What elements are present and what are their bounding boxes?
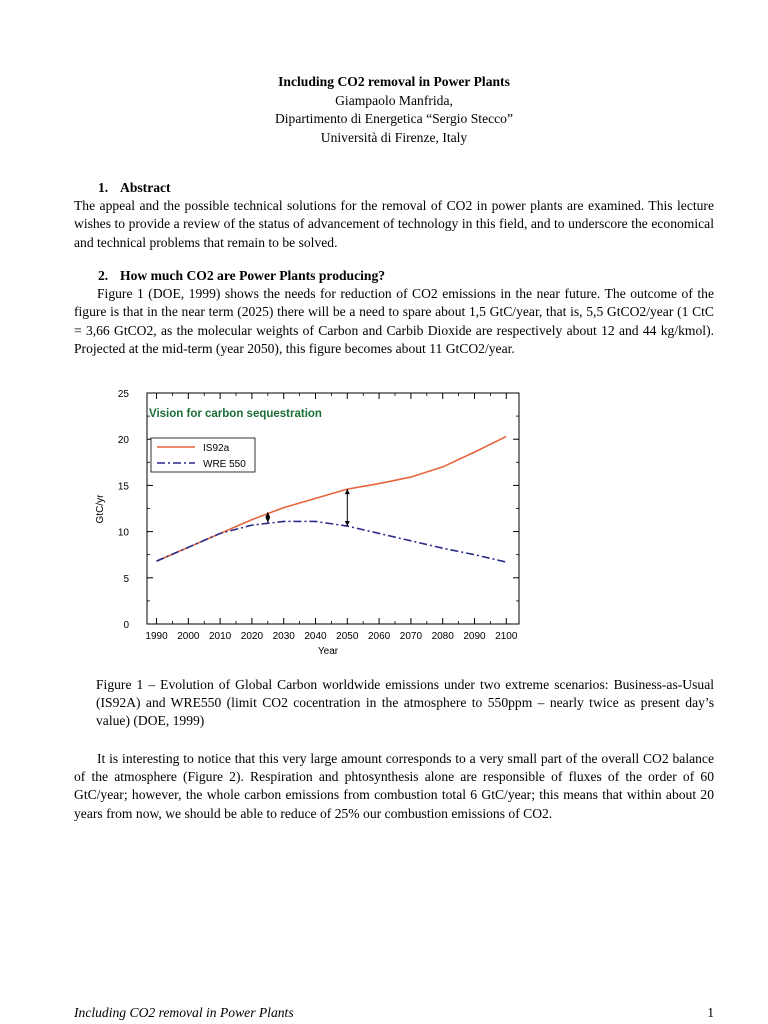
gap-arrow-head-down	[265, 517, 270, 522]
x-tick-label: 2100	[495, 631, 518, 642]
emissions-chart	[93, 386, 533, 661]
y-tick-label: 25	[117, 389, 129, 400]
x-tick-label: 1990	[145, 631, 168, 642]
section-number: 1.	[98, 180, 109, 195]
x-tick-label: 2060	[367, 631, 391, 642]
x-tick-label: 2040	[304, 631, 327, 642]
x-tick-label: 2020	[240, 631, 264, 642]
author-name: Giampaolo Manfrida,	[335, 92, 453, 108]
axis-ticks	[147, 393, 519, 624]
section-power-plants	[74, 267, 714, 358]
section-title: Abstract	[120, 180, 171, 195]
legend-label-wre550: WRE 550	[203, 459, 246, 470]
x-tick-label: 2030	[272, 631, 295, 642]
y-tick-label: 20	[117, 435, 129, 447]
x-tick-label: 2080	[431, 631, 454, 642]
section2-text: Figure 1 (DOE, 1999) shows the needs for reduction of CO2 emissions in the near future. The outcome of the figure is that in the near term (2025) there will be a need to spare about 1,5 GtC/year, that is, 5,5 GtCO2/year (1 CtC = 3,66 GtCO2, as the molecular weights of Carbon and Carbib Dioxide are respectively about 12 and 44 kg/kmol). Projected at the mid-term (year 2050), this figure becomes about 11 GtCO2/year.	[74, 286, 714, 356]
x-tick-label: 2070	[399, 631, 423, 642]
title-block	[74, 73, 714, 147]
y-tick-label: 5	[123, 573, 129, 585]
chart-annotations	[265, 489, 349, 526]
section-heading-abstract	[74, 179, 714, 197]
y-axis-label: GtC/yr	[95, 494, 106, 524]
tick-labels	[118, 389, 518, 642]
y-tick-label: 15	[117, 481, 129, 493]
x-tick-label: 2000	[177, 631, 200, 642]
x-tick-label: 2050	[336, 631, 359, 642]
x-axis-label: Year	[317, 646, 339, 657]
section-number: 2.	[98, 268, 109, 283]
x-tick-label: 2090	[463, 631, 486, 642]
page-footer	[74, 1005, 714, 1021]
section-title: How much CO2 are Power Plants producing?	[120, 268, 386, 283]
page-number: 1	[707, 1005, 714, 1020]
legend-label-is92a: IS92a	[203, 443, 230, 454]
author-department: Dipartimento di Energetica “Sergio Stecco”	[274, 111, 514, 126]
footer-title: Including CO2 removal in Power Plants	[74, 1005, 294, 1020]
y-tick-label: 10	[117, 527, 129, 539]
abstract-text: The appeal and the possible technical solutions for the removal of CO2 in power plants are examined. This lecture wishes to provide a review of the status of advancement of technology in this field, and to underscore the economical and technical problems that remain to be solved.	[74, 198, 714, 250]
plot-frame	[147, 393, 519, 624]
author-university: Università di Firenze, Italy	[320, 129, 468, 145]
chart-title: Vision for carbon sequestration	[149, 408, 322, 420]
figure-caption: Figure 1 – Evolution of Global Carbon worldwide emissions under two extreme scenarios: Business-as-Usual (IS92A) and WRE550 (limit CO2 cocentration in the atmosphere to 550ppm – nearly twice as present day’s value) (DOE, 1999)	[96, 677, 714, 729]
paper-title: Including CO2 removal in Power Plants	[278, 74, 510, 89]
body-paragraph: It is interesting to notice that this very large amount corresponds to a very small part of the overall CO2 balance of the atmosphere (Figure 2). Respiration and phtosynthesis alone are responsible of fluxes of the order of 60 GtC/year; however, the whole carbon emissions from combustion total 6 GtC/year; this means that within about 20 years from now, we should be able to reduce of 25% our combustion emissions of CO2.	[74, 751, 714, 821]
section-abstract	[74, 179, 714, 252]
section-heading-power-plants	[74, 267, 714, 285]
series-line-wre550	[157, 521, 507, 562]
x-tick-label: 2010	[209, 631, 232, 642]
y-tick-label: 0	[123, 620, 129, 631]
